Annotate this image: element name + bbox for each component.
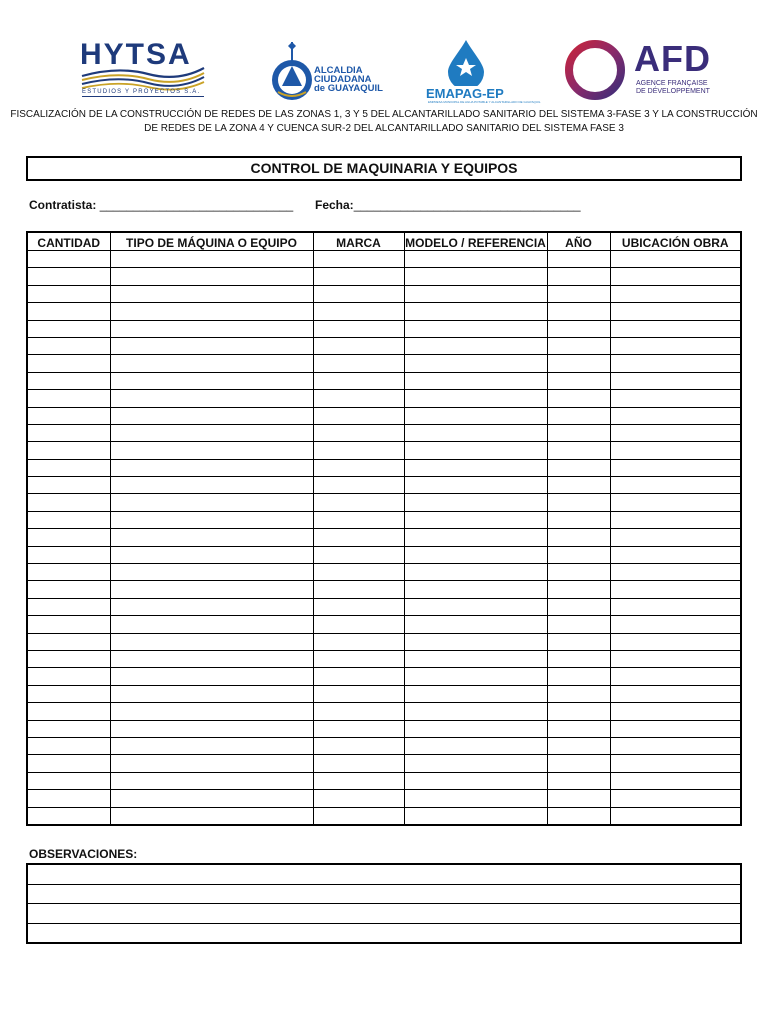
table-cell[interactable] <box>404 424 547 441</box>
contratista-field[interactable] <box>29 198 293 212</box>
table-cell[interactable] <box>547 372 610 389</box>
table-cell[interactable] <box>313 424 404 441</box>
table-cell[interactable] <box>610 511 741 528</box>
table-cell[interactable] <box>27 337 110 354</box>
table-row <box>27 251 741 268</box>
table-cell[interactable] <box>610 737 741 754</box>
table-cell[interactable] <box>404 598 547 615</box>
table-cell[interactable] <box>110 720 313 737</box>
table-cell[interactable] <box>313 807 404 825</box>
emapag-logo <box>424 36 541 106</box>
table-cell[interactable] <box>547 494 610 511</box>
table-cell[interactable] <box>547 459 610 476</box>
table-cell[interactable] <box>313 581 404 598</box>
table-cell[interactable] <box>610 459 741 476</box>
table-cell[interactable] <box>27 511 110 528</box>
afd-logo-wordmark: AFD <box>634 38 711 79</box>
table-cell[interactable] <box>547 720 610 737</box>
table-cell[interactable] <box>313 772 404 789</box>
table-cell[interactable] <box>610 807 741 825</box>
table-cell[interactable] <box>404 320 547 337</box>
table-cell[interactable] <box>27 790 110 807</box>
table-row <box>27 442 741 459</box>
observaciones-row <box>27 904 741 924</box>
table-row <box>27 633 741 650</box>
table-cell[interactable] <box>547 303 610 320</box>
table-cell[interactable] <box>404 807 547 825</box>
observaciones-cell[interactable] <box>27 923 741 943</box>
table-cell[interactable] <box>27 564 110 581</box>
table-cell[interactable] <box>27 407 110 424</box>
table-cell[interactable] <box>404 355 547 372</box>
table-cell[interactable] <box>547 755 610 772</box>
table-cell[interactable] <box>404 581 547 598</box>
table-cell[interactable] <box>610 477 741 494</box>
fecha-field[interactable] <box>315 198 581 212</box>
table-cell[interactable] <box>610 372 741 389</box>
table-row <box>27 772 741 789</box>
table-cell[interactable] <box>547 529 610 546</box>
table-row <box>27 337 741 354</box>
hytsa-logo-wordmark: HYTSA <box>80 38 192 71</box>
table-cell[interactable] <box>404 720 547 737</box>
table-cell[interactable] <box>610 650 741 667</box>
table-row <box>27 372 741 389</box>
table-cell[interactable] <box>110 477 313 494</box>
table-cell[interactable] <box>547 668 610 685</box>
table-row <box>27 650 741 667</box>
table-cell[interactable] <box>547 407 610 424</box>
table-row <box>27 477 741 494</box>
table-cell[interactable] <box>547 285 610 302</box>
table-row <box>27 268 741 285</box>
table-cell[interactable] <box>27 529 110 546</box>
table-cell[interactable] <box>313 616 404 633</box>
table-row <box>27 285 741 302</box>
table-cell[interactable] <box>27 442 110 459</box>
table-cell[interactable] <box>313 546 404 563</box>
fecha-label: Fecha: <box>315 198 354 212</box>
column-header-marca: MARCA <box>313 232 404 251</box>
table-cell[interactable] <box>404 546 547 563</box>
table-cell[interactable] <box>110 668 313 685</box>
table-cell[interactable] <box>610 337 741 354</box>
table-cell[interactable] <box>547 650 610 667</box>
table-cell[interactable] <box>110 424 313 441</box>
table-cell[interactable] <box>313 703 404 720</box>
table-cell[interactable] <box>547 442 610 459</box>
equipment-table <box>26 231 742 826</box>
table-cell[interactable] <box>27 459 110 476</box>
table-cell[interactable] <box>547 616 610 633</box>
table-cell[interactable] <box>27 668 110 685</box>
table-cell[interactable] <box>313 372 404 389</box>
table-cell[interactable] <box>27 424 110 441</box>
table-cell[interactable] <box>313 407 404 424</box>
table-cell[interactable] <box>547 685 610 702</box>
table-cell[interactable] <box>313 511 404 528</box>
table-cell[interactable] <box>27 650 110 667</box>
table-cell[interactable] <box>610 268 741 285</box>
table-row <box>27 564 741 581</box>
table-cell[interactable] <box>547 424 610 441</box>
table-cell[interactable] <box>404 337 547 354</box>
table-cell[interactable] <box>313 285 404 302</box>
hytsa-logo-stripes <box>78 36 208 106</box>
table-row <box>27 511 741 528</box>
water-drop-icon <box>424 36 524 86</box>
equipment-table-body <box>27 251 741 825</box>
table-cell[interactable] <box>110 268 313 285</box>
logo-strip <box>0 36 768 106</box>
table-cell[interactable] <box>313 268 404 285</box>
table-cell[interactable] <box>610 755 741 772</box>
table-cell[interactable] <box>610 285 741 302</box>
table-row <box>27 390 741 407</box>
table-cell[interactable] <box>313 355 404 372</box>
observaciones-cell[interactable] <box>27 864 741 884</box>
table-row <box>27 720 741 737</box>
table-cell[interactable] <box>313 598 404 615</box>
table-cell[interactable] <box>404 737 547 754</box>
table-row <box>27 703 741 720</box>
table-cell[interactable] <box>610 720 741 737</box>
table-cell[interactable] <box>313 633 404 650</box>
table-cell[interactable] <box>404 772 547 789</box>
table-cell[interactable] <box>547 337 610 354</box>
table-cell[interactable] <box>27 720 110 737</box>
table-cell[interactable] <box>27 581 110 598</box>
table-cell[interactable] <box>313 529 404 546</box>
table-row <box>27 807 741 825</box>
hytsa-logo <box>78 36 208 106</box>
table-cell[interactable] <box>27 477 110 494</box>
table-cell[interactable] <box>27 390 110 407</box>
table-row <box>27 685 741 702</box>
table-cell[interactable] <box>27 285 110 302</box>
table-cell[interactable] <box>110 407 313 424</box>
hytsa-logo-tagline: ESTUDIOS Y PROYECTOS S.A. <box>82 89 201 95</box>
table-cell[interactable] <box>404 633 547 650</box>
table-cell[interactable] <box>547 355 610 372</box>
table-cell[interactable] <box>313 564 404 581</box>
project-description-line-2: DE REDES DE LA ZONA 4 Y CUENCA SUR-2 DEL ALCANTARILLADO SANITARIO DEL SISTEMA FASE 3 <box>144 123 624 134</box>
table-cell[interactable] <box>404 511 547 528</box>
table-cell[interactable] <box>27 616 110 633</box>
table-cell[interactable] <box>313 442 404 459</box>
column-header-tipo: TIPO DE MÁQUINA O EQUIPO <box>110 232 313 251</box>
table-cell[interactable] <box>610 668 741 685</box>
contratista-blank[interactable]: _____________________________ <box>99 198 294 212</box>
afd-logo <box>562 36 722 106</box>
table-cell[interactable] <box>610 564 741 581</box>
table-cell[interactable] <box>404 650 547 667</box>
table-cell[interactable] <box>404 529 547 546</box>
table-cell[interactable] <box>27 372 110 389</box>
table-cell[interactable] <box>547 581 610 598</box>
table-row <box>27 581 741 598</box>
table-cell[interactable] <box>610 772 741 789</box>
table-cell[interactable] <box>110 755 313 772</box>
table-row <box>27 355 741 372</box>
table-cell[interactable] <box>27 268 110 285</box>
table-cell[interactable] <box>610 790 741 807</box>
table-cell[interactable] <box>110 320 313 337</box>
table-row <box>27 494 741 511</box>
table-cell[interactable] <box>547 633 610 650</box>
table-row <box>27 320 741 337</box>
table-cell[interactable] <box>404 685 547 702</box>
table-cell[interactable] <box>313 337 404 354</box>
table-cell[interactable] <box>610 355 741 372</box>
table-cell[interactable] <box>110 494 313 511</box>
table-cell[interactable] <box>110 650 313 667</box>
table-cell[interactable] <box>110 772 313 789</box>
table-row <box>27 790 741 807</box>
observaciones-row <box>27 864 741 884</box>
table-cell[interactable] <box>547 772 610 789</box>
table-cell[interactable] <box>404 459 547 476</box>
table-cell[interactable] <box>547 546 610 563</box>
column-header-cantidad: CANTIDAD <box>27 232 110 251</box>
table-cell[interactable] <box>610 424 741 441</box>
afd-ring-icon <box>562 36 632 106</box>
table-cell[interactable] <box>110 355 313 372</box>
table-cell[interactable] <box>610 703 741 720</box>
table-cell[interactable] <box>110 459 313 476</box>
table-cell[interactable] <box>313 685 404 702</box>
table-cell[interactable] <box>547 703 610 720</box>
table-row <box>27 459 741 476</box>
table-cell[interactable] <box>110 807 313 825</box>
table-cell[interactable] <box>27 598 110 615</box>
table-cell[interactable] <box>404 303 547 320</box>
table-cell[interactable] <box>547 598 610 615</box>
table-cell[interactable] <box>404 477 547 494</box>
table-cell[interactable] <box>27 546 110 563</box>
table-cell[interactable] <box>110 790 313 807</box>
table-cell[interactable] <box>547 564 610 581</box>
table-cell[interactable] <box>610 320 741 337</box>
table-cell[interactable] <box>27 685 110 702</box>
table-cell[interactable] <box>313 650 404 667</box>
table-row <box>27 737 741 754</box>
observaciones-row <box>27 884 741 904</box>
table-cell[interactable] <box>27 807 110 825</box>
table-cell[interactable] <box>547 477 610 494</box>
table-cell[interactable] <box>313 390 404 407</box>
table-cell[interactable] <box>610 546 741 563</box>
table-header-row <box>27 232 741 251</box>
table-cell[interactable] <box>27 703 110 720</box>
table-cell[interactable] <box>110 251 313 268</box>
table-cell[interactable] <box>610 581 741 598</box>
table-cell[interactable] <box>404 616 547 633</box>
table-row <box>27 303 741 320</box>
table-cell[interactable] <box>27 772 110 789</box>
table-cell[interactable] <box>404 790 547 807</box>
table-cell[interactable] <box>404 407 547 424</box>
table-row <box>27 529 741 546</box>
table-cell[interactable] <box>313 790 404 807</box>
alcaldia-logo-text: ALCALDIA CIUDADANA de GUAYAQUIL <box>314 65 383 94</box>
table-cell[interactable] <box>313 720 404 737</box>
alcaldia-logo <box>268 36 383 106</box>
table-cell[interactable] <box>27 320 110 337</box>
table-cell[interactable] <box>313 737 404 754</box>
table-row <box>27 755 741 772</box>
table-cell[interactable] <box>110 372 313 389</box>
table-cell[interactable] <box>313 303 404 320</box>
table-cell[interactable] <box>610 494 741 511</box>
observaciones-row <box>27 923 741 943</box>
table-cell[interactable] <box>404 564 547 581</box>
table-cell[interactable] <box>313 668 404 685</box>
table-cell[interactable] <box>110 390 313 407</box>
table-cell[interactable] <box>313 494 404 511</box>
table-row <box>27 424 741 441</box>
table-cell[interactable] <box>547 511 610 528</box>
alcaldia-emblem-icon <box>268 36 318 106</box>
table-cell[interactable] <box>313 755 404 772</box>
table-cell[interactable] <box>547 320 610 337</box>
observaciones-label: OBSERVACIONES: <box>29 847 138 861</box>
column-header-ano: AÑO <box>547 232 610 251</box>
table-cell[interactable] <box>110 564 313 581</box>
table-cell[interactable] <box>110 616 313 633</box>
table-row <box>27 616 741 633</box>
table-row <box>27 668 741 685</box>
project-description <box>0 108 768 136</box>
table-cell[interactable] <box>110 285 313 302</box>
table-cell[interactable] <box>110 511 313 528</box>
table-cell[interactable] <box>404 703 547 720</box>
table-cell[interactable] <box>27 303 110 320</box>
table-cell[interactable] <box>610 251 741 268</box>
table-cell[interactable] <box>610 303 741 320</box>
table-cell[interactable] <box>110 633 313 650</box>
table-cell[interactable] <box>547 790 610 807</box>
form-title: CONTROL DE MAQUINARIA Y EQUIPOS <box>26 156 742 181</box>
table-cell[interactable] <box>547 390 610 407</box>
table-cell[interactable] <box>404 372 547 389</box>
table-cell[interactable] <box>547 807 610 825</box>
table-cell[interactable] <box>110 703 313 720</box>
table-cell[interactable] <box>27 251 110 268</box>
table-cell[interactable] <box>110 546 313 563</box>
table-cell[interactable] <box>27 737 110 754</box>
table-cell[interactable] <box>110 737 313 754</box>
observaciones-cell[interactable] <box>27 884 741 904</box>
table-cell[interactable] <box>404 442 547 459</box>
table-cell[interactable] <box>313 477 404 494</box>
table-cell[interactable] <box>404 668 547 685</box>
table-cell[interactable] <box>404 251 547 268</box>
table-cell[interactable] <box>110 442 313 459</box>
table-cell[interactable] <box>313 251 404 268</box>
table-cell[interactable] <box>110 685 313 702</box>
contratista-label: Contratista: <box>29 198 97 212</box>
fecha-blank[interactable]: __________________________________ <box>353 198 581 212</box>
table-cell[interactable] <box>547 251 610 268</box>
observaciones-table-body <box>27 864 741 943</box>
table-cell[interactable] <box>610 616 741 633</box>
afd-logo-tagline: AGENCE FRANÇAISE DE DÉVELOPPEMENT <box>636 80 710 95</box>
table-cell[interactable] <box>547 268 610 285</box>
table-cell[interactable] <box>27 494 110 511</box>
table-cell[interactable] <box>610 685 741 702</box>
table-row <box>27 407 741 424</box>
table-cell[interactable] <box>110 581 313 598</box>
table-cell[interactable] <box>313 459 404 476</box>
observaciones-table <box>26 863 742 944</box>
observaciones-cell[interactable] <box>27 904 741 924</box>
table-cell[interactable] <box>610 407 741 424</box>
table-cell[interactable] <box>110 598 313 615</box>
table-row <box>27 598 741 615</box>
table-cell[interactable] <box>27 355 110 372</box>
table-cell[interactable] <box>404 494 547 511</box>
column-header-modelo: MODELO / REFERENCIA <box>404 232 547 251</box>
table-cell[interactable] <box>110 337 313 354</box>
table-cell[interactable] <box>404 285 547 302</box>
table-cell[interactable] <box>313 320 404 337</box>
column-header-ubicacion: UBICACIÓN OBRA <box>610 232 741 251</box>
table-cell[interactable] <box>110 303 313 320</box>
table-cell[interactable] <box>404 390 547 407</box>
table-cell[interactable] <box>404 268 547 285</box>
emapag-logo-tagline: EMPRESA MUNICIPAL DE AGUA POTABLE Y ALCANTARILLADO DE GUAYAQUIL <box>428 100 541 104</box>
emapag-logo-wordmark: EMAPAG-EP <box>426 86 504 101</box>
table-cell[interactable] <box>610 390 741 407</box>
table-cell[interactable] <box>610 598 741 615</box>
table-cell[interactable] <box>404 755 547 772</box>
table-cell[interactable] <box>27 633 110 650</box>
table-cell[interactable] <box>610 442 741 459</box>
table-cell[interactable] <box>27 755 110 772</box>
table-cell[interactable] <box>110 529 313 546</box>
table-cell[interactable] <box>547 737 610 754</box>
project-description-line-1: FISCALIZACIÓN DE LA CONSTRUCCIÓN DE REDES DE LAS ZONAS 1, 3 Y 5 DEL ALCANTARILLADO SANITARIO DEL SISTEMA 3-FASE 3 Y LA CONSTRUCCIÓN <box>10 109 758 120</box>
table-row <box>27 546 741 563</box>
table-cell[interactable] <box>610 633 741 650</box>
table-cell[interactable] <box>610 529 741 546</box>
